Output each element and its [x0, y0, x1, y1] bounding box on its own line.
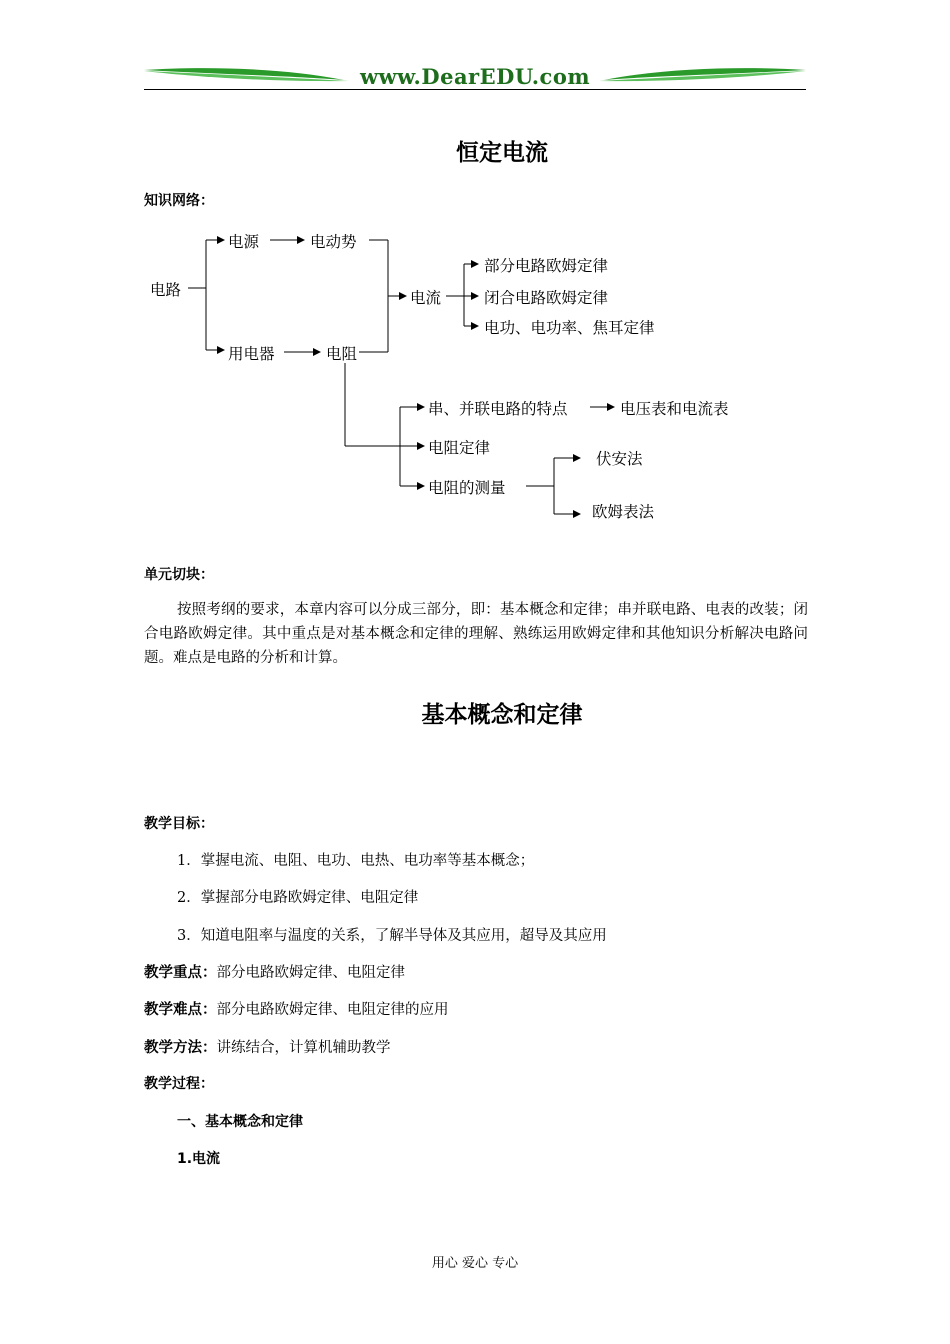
item-one-heading: 1.电流: [177, 1151, 221, 1167]
node-measurement: 电阻的测量: [428, 479, 506, 497]
difficulties-value: 部分电路欧姆定律、电阻定律的应用: [216, 1002, 449, 1018]
goal-item-3: 3．知道电阻率与温度的关系，了解半导体及其应用，超导及其应用: [177, 928, 607, 944]
node-source: 电源: [228, 233, 260, 251]
node-resistance: 电阻: [326, 345, 358, 363]
node-ohmmeter-method: 欧姆表法: [592, 503, 655, 521]
page-title: 恒定电流: [456, 140, 548, 166]
part-one-heading: 一、基本概念和定律: [177, 1114, 303, 1130]
unit-paragraph: 按照考纲的要求，本章内容可以分成三部分，即：基本概念和定律；串并联电路、电表的改装；闭合电路欧姆定律。其中重点是对基本概念和定律的理解、熟练运用欧姆定律和其他知识分析解决电路问题。难点是电路的分析和计算。: [144, 602, 808, 666]
goals-label: 教学目标：: [144, 816, 214, 832]
key-points-value: 部分电路欧姆定律、电阻定律: [216, 965, 405, 981]
goal-item-1: 1．掌握电流、电阻、电功、电热、电功率等基本概念；: [177, 853, 535, 869]
process-label: 教学过程：: [144, 1076, 214, 1092]
node-work-power-joule: 电功、电功率、焦耳定律: [484, 319, 655, 337]
node-resistance-law: 电阻定律: [428, 439, 491, 457]
difficulties-label: 教学难点：: [144, 1002, 217, 1018]
methods-value: 讲练结合，计算机辅助教学: [216, 1040, 391, 1056]
node-circuit: 电路: [150, 281, 182, 299]
difficulties-line: [144, 998, 449, 1019]
node-emf: 电动势: [310, 233, 357, 251]
key-points-label: 教学重点：: [144, 965, 217, 981]
key-points-line: [144, 961, 405, 982]
node-closed-ohm: 闭合电路欧姆定律: [484, 289, 609, 307]
unit-label: 单元切块：: [144, 567, 214, 583]
node-meters: 电压表和电流表: [620, 400, 729, 418]
goal-item-2: 2．掌握部分电路欧姆定律、电阻定律: [177, 890, 419, 906]
knowledge-label: 知识网络：: [144, 193, 214, 209]
site-logo-text: www.DearEDU.com: [359, 64, 591, 89]
page-footer: 用心 爱心 专心: [431, 1256, 519, 1271]
node-voltammeter-method: 伏安法: [596, 450, 643, 468]
node-current: 电流: [410, 289, 442, 307]
node-appliance: 用电器: [228, 345, 275, 363]
section-title: 基本概念和定律: [421, 702, 583, 728]
knowledge-diagram: [144, 218, 806, 530]
header-rule: [144, 89, 806, 90]
node-partial-ohm: 部分电路欧姆定律: [484, 257, 609, 275]
methods-label: 教学方法：: [144, 1040, 217, 1056]
methods-line: [144, 1036, 391, 1057]
node-series-parallel: 串、并联电路的特点: [428, 400, 568, 418]
